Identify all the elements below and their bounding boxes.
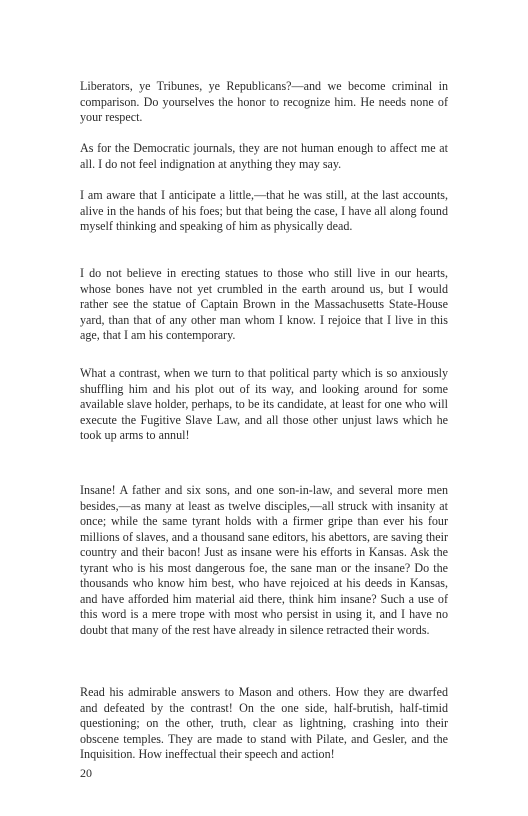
paragraph [80, 366, 448, 444]
paragraph-text: Insane! A father and six sons, and one son-in-law, and several more men besides,—as many at least as twelve disciples,—all struck with insanity at once; while the same tyrant holds with a firmer gripe than ever his four millions of slaves, and a thousand sane editors, his abettors, are saving their country and their bacon! Just as insane were his efforts in Kansas. Ask the tyrant who is his most dangerous foe, the sane man or the insane? Do the thousands who know him best, who have rejoiced at his deeds in Kansas, and have afforded him material aid there, think him insane? Such a use of this word is a mere trope with most who persist in using it, and I have no doubt that many of the rest have already in silence retracted their words. [80, 483, 448, 637]
paragraph [80, 141, 448, 172]
paragraph [80, 483, 448, 638]
paragraph [80, 685, 448, 763]
paragraph [80, 188, 448, 235]
page-number: 20 [80, 766, 92, 780]
paragraph-text: I do not believe in erecting statues to those who still live in our hearts, whose bones have not yet crumbled in the earth around us, but I would rather see the statue of Captain Brown in the Massachusetts State-House yard, than that of any other man whom I know. I rejoice that I live in this age, that I am his contemporary. [80, 266, 448, 342]
paragraph-text: What a contrast, when we turn to that political party which is so anxiously shuffling him and his plot out of its way, and looking around for some available slave holder, perhaps, to be its candidate, at least for one who will execute the Fugitive Slave Law, and all those other unjust laws which he took up arms to annul! [80, 366, 448, 442]
paragraph [80, 79, 448, 126]
paragraph [80, 266, 448, 344]
paragraph-text: Read his admirable answers to Mason and others. How they are dwarfed and defeated by the contrast! On the one side, half-brutish, half-timid questioning; on the other, truth, clear as lightning, crashing into their obscene temples. They are made to stand with Pilate, and Gesler, and the Inquisition. How ineffectual their speech and action! [80, 685, 448, 761]
paragraph-text: I am aware that I anticipate a little,—that he was still, at the last accounts, alive in the hands of his foes; but that being the case, I have all along found myself thinking and speaking of him as physically dead. [80, 188, 448, 233]
paragraph-text: Liberators, ye Tribunes, ye Republicans?—and we become criminal in comparison. Do yourselves the honor to recognize him. He needs none of your respect. [80, 79, 448, 124]
paragraph-text: As for the Democratic journals, they are not human enough to affect me at all. I do not feel indignation at anything they may say. [80, 141, 448, 171]
